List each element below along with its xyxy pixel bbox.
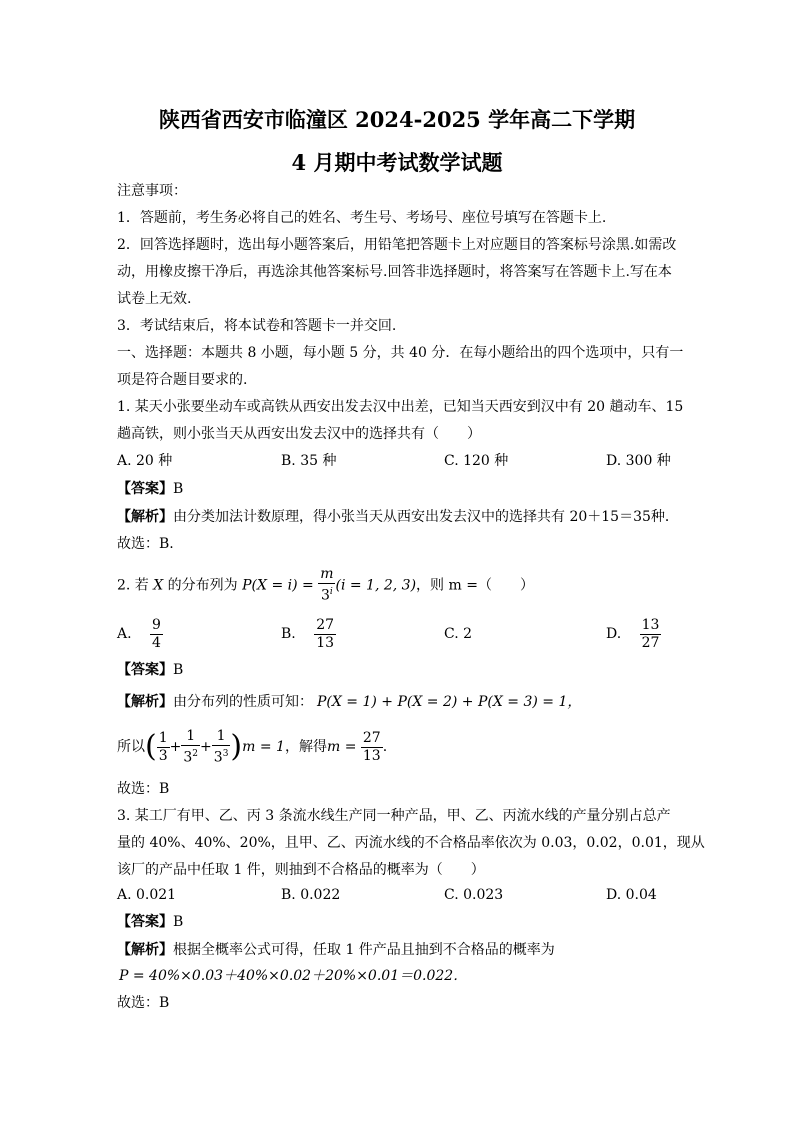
solve-text: ，解得 xyxy=(284,739,327,755)
q1-stem-line1: 1. 某天小张要坐动车或高铁从西安出发去汉中出差，已知当天西安到汉中有 20 趟动车、15 xyxy=(117,399,684,415)
q3-conclusion: 故选：B xyxy=(117,995,170,1011)
term1-num: 1 xyxy=(158,729,168,746)
q2-fraction-den: 3 xyxy=(320,587,330,604)
q1-stem-line2: 趟高铁，则小张当天从西安出发去汉中的选择共有（ ） xyxy=(117,426,481,442)
answer-label: 【答案】 xyxy=(117,481,173,497)
q2-formula-cond: (i = 1, 2, 3) xyxy=(335,577,417,594)
term3-sup: 3 xyxy=(222,748,229,759)
analysis-label: 【解析】 xyxy=(117,942,173,958)
result-num: 27 xyxy=(362,729,381,746)
exam-title-line2: 4 月期中考试数学试题 xyxy=(291,150,503,175)
q2-option-b-label: B. xyxy=(281,626,296,642)
q2-option-b-den: 13 xyxy=(316,634,335,651)
q2-fraction-num: m xyxy=(320,566,334,582)
answer-value: B xyxy=(173,914,184,930)
analysis-label: 【解析】 xyxy=(117,509,173,525)
q2-derivation: 所以( $\frac{1}{3}$ + $\frac{1}{3^2}$ + $\frac{1}{3^3}$ )m = 1，解得m = $\frac{27}{13}$ . xyxy=(117,727,388,766)
q2-stem xyxy=(117,566,534,605)
analysis-text: 根据全概率公式可得，任取 1 件产品且抽到不合格品的概率为 xyxy=(173,942,555,958)
q2-option-a-den: 4 xyxy=(152,634,161,651)
term3-den: 3 xyxy=(213,749,223,766)
note-2-line1: 2．回答选择题时，选出每小题答案后，用铅笔把答题卡上对应题目的答案标号涂黑.如需改 xyxy=(117,237,677,253)
q3-option-a: A. 0.021 xyxy=(117,887,177,903)
period: . xyxy=(382,739,388,755)
q3-stem-line2: 量的 40%、40%、20%，且甲、乙、丙流水线的不合格品率依次为 0.03，0.02，0.01，现从 xyxy=(117,835,705,851)
q1-analysis xyxy=(117,507,679,527)
note-3: 3．考试结束后，将本试卷和答题卡一并交回. xyxy=(117,318,397,334)
q1-answer xyxy=(117,479,183,499)
section-heading-line1: 一、选择题：本题共 8 小题，每小题 5 分，共 40 分．在每小题给出的四个选项中，只有一 xyxy=(117,345,684,361)
answer-label: 【答案】 xyxy=(117,914,173,930)
q1-option-c: C. 120 种 xyxy=(444,453,509,469)
note-2-line2: 动，用橡皮擦干净后，再选涂其他答案标号.回答非选择题时，将答案写在答题卡上.写在本 xyxy=(117,264,672,280)
q3-answer xyxy=(117,912,183,932)
q2-analysis xyxy=(117,692,581,712)
q2-fraction-den-sup: i xyxy=(329,587,333,597)
q1-option-a: A. 20 种 xyxy=(117,453,173,469)
q2-var-x: X xyxy=(153,577,164,594)
note-2-line3: 试卷上无效. xyxy=(117,291,192,307)
note-1: 1．答题前，考生务必将自己的姓名、考生号、考场号、座位号填写在答题卡上. xyxy=(117,210,607,226)
q2-option-b-num: 27 xyxy=(316,616,335,633)
q2-conclusion: 故选：B xyxy=(117,781,170,797)
exam-title-line1: 陕西省西安市临潼区 2024-2025 学年高二下学期 xyxy=(158,107,636,132)
q2-option-a xyxy=(117,614,163,654)
answer-label: 【答案】 xyxy=(117,662,173,678)
q2-option-a-num: 9 xyxy=(152,616,161,633)
q3-option-d: D. 0.04 xyxy=(606,887,657,903)
q3-option-b: B. 0.022 xyxy=(281,887,341,903)
q2-option-d xyxy=(606,614,661,654)
result-den: 13 xyxy=(362,747,381,764)
answer-value: B xyxy=(173,481,184,497)
analysis-equation: P(X = 1) + P(X = 2) + P(X = 3) = 1， xyxy=(317,694,582,710)
q2-option-d-label: D. xyxy=(606,626,622,642)
q2-option-b xyxy=(281,614,336,654)
q2-so: 所以 xyxy=(117,739,145,755)
q1-conclusion: 故选：B. xyxy=(117,536,174,552)
notes-heading: 注意事项： xyxy=(117,183,187,199)
term2-den: 3 xyxy=(183,749,193,766)
q2-prefix: 2. 若 xyxy=(117,577,154,594)
term3-num: 1 xyxy=(216,727,226,744)
q3-stem-line1: 3. 某工厂有甲、乙、丙 3 条流水线生产同一种产品，甲、乙、丙流水线的产量分别占总产 xyxy=(117,808,671,824)
q3-stem-line3: 该厂的产品中任取 1 件，则抽到不合格品的概率为（ ） xyxy=(117,862,485,878)
q2-option-d-num: 13 xyxy=(641,616,660,633)
eq-m1: m = 1 xyxy=(242,739,285,755)
analysis-text: 由分布列的性质可知： xyxy=(173,694,313,710)
q1-option-d: D. 300 种 xyxy=(606,453,671,469)
term2-sup: 2 xyxy=(192,748,199,759)
q2-formula-left: P(X = i) = xyxy=(242,577,314,594)
m-eq: m = xyxy=(326,739,357,755)
section-heading-line2: 项是符合题目要求的. xyxy=(117,372,248,388)
q2-option-c: C. 2 xyxy=(444,626,473,642)
q3-formula: P = 40%×0.03＋40%×0.02＋20%×0.01＝0.022． xyxy=(119,968,468,984)
q3-option-c: C. 0.023 xyxy=(444,887,504,903)
q2-option-a-label: A. xyxy=(117,626,132,642)
q2-tail: ，则 m =（ ） xyxy=(416,577,534,594)
q2-fraction xyxy=(318,566,335,605)
q1-option-b: B. 35 种 xyxy=(281,453,337,469)
answer-value: B xyxy=(173,662,184,678)
term1-den: 3 xyxy=(158,747,168,764)
q3-analysis xyxy=(117,940,555,960)
analysis-text: 由分类加法计数原理，得小张当天从西安出发去汉中的选择共有 20＋15＝35种． xyxy=(173,509,679,525)
q2-option-d-den: 27 xyxy=(641,634,660,651)
term2-num: 1 xyxy=(186,727,196,744)
analysis-label: 【解析】 xyxy=(117,694,173,710)
q2-answer xyxy=(117,660,183,680)
q2-mid: 的分布列为 xyxy=(163,577,243,594)
